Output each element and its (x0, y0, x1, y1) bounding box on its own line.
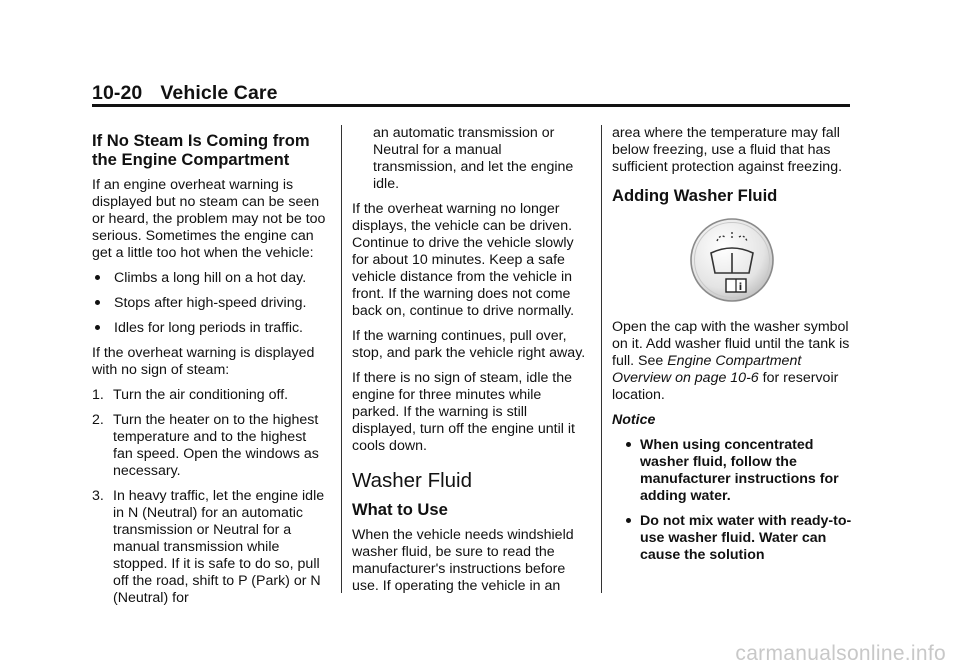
svg-text:i: i (738, 282, 743, 293)
paragraph-adding-fluid (612, 319, 852, 404)
step-number: 1. (92, 387, 104, 403)
step-text: Turn the heater on to the highest temperature and to the highest fan speed. Open the windows as necessary. (113, 412, 319, 479)
header-rule (92, 104, 850, 107)
page-header (92, 82, 278, 105)
washer-icon-container (612, 217, 852, 303)
step-number: 2. (92, 412, 104, 428)
paragraph: If the overheat warning no longer displays, the vehicle can be driven. Continue to drive the vehicle slowly for about 10 minutes. Keep a safe vehicle distance from the vehicle in front. If the warning does not come back on, continue to drive normally. (352, 201, 575, 319)
paragraph: If the warning continues, pull over, stop, and park the vehicle right away. (352, 328, 586, 361)
subsection-heading-what-to-use: What to Use (352, 500, 448, 519)
owner-manual-icon (726, 279, 746, 293)
step-continuation: an automatic transmission or Neutral for a manual transmission, and let the engine idle. (373, 125, 574, 192)
step-text: In heavy traffic, let the engine idle in N (Neutral) for an automatic transmission or Neutral for a manual transmission while stopped. If it is safe to do so, pull off the road, shift to P (Park) or N (Neutral) for (113, 488, 325, 606)
paragraph: If there is no sign of steam, idle the engine for three minutes while parked. If the warning is still displayed, turn off the engine until it cools down. (352, 370, 575, 454)
cross-reference-link[interactable]: Engine Compartment Overview on page 10-6 (612, 353, 802, 386)
paragraph: If the overheat warning is displayed with no sign of steam: (92, 345, 315, 378)
step-item (92, 387, 328, 404)
step-number: 3. (92, 488, 104, 504)
paragraph: When the vehicle needs windshield washer fluid, be sure to read the manufacturer's instructions before use. If operating the vehicle in an (352, 527, 574, 594)
section-title: Vehicle Care (160, 82, 278, 104)
watermark: carmanualsonline.info (735, 642, 946, 665)
subsection-heading-no-steam: If No Steam Is Coming from the Engine Compartment (92, 131, 310, 169)
list-item: Climbs a long hill on a hot day. (92, 270, 328, 287)
column-divider-2 (601, 125, 602, 593)
subsection-heading-adding-washer-fluid: Adding Washer Fluid (612, 186, 778, 205)
notice-item: When using concentrated washer fluid, follow the manufacturer instructions for adding water. (618, 437, 852, 505)
washer-fluid-cap-icon (689, 217, 775, 303)
notice-list (612, 437, 852, 564)
section-heading-washer-fluid: Washer Fluid (352, 469, 472, 492)
step-item (92, 488, 328, 607)
text-run: for reservoir location. (612, 370, 839, 403)
text-run: Open the cap with the washer symbol on it. Add washer fluid until the tank is full. See (612, 319, 850, 369)
paragraph: area where the temperature may fall below freezing, use a fluid that has sufficient protection against freezing. (612, 125, 843, 175)
list-item: Idles for long periods in traffic. (92, 320, 328, 337)
column-divider-1 (341, 125, 342, 593)
notice-label: Notice (612, 412, 656, 428)
step-text: Turn the air conditioning off. (113, 387, 289, 403)
page-number: 10-20 (92, 82, 143, 104)
column-1 (92, 125, 328, 615)
step-item (92, 412, 328, 480)
column-3 (612, 125, 852, 572)
column-2 (352, 125, 586, 603)
notice-item: Do not mix water with ready-to-use washer fluid. Water can cause the solution (618, 513, 852, 564)
list-item: Stops after high-speed driving. (92, 295, 328, 312)
paragraph: If an engine overheat warning is displayed but no steam can be seen or heard, the problem may not be too serious. Sometimes the engine can get a little too hot when the vehicle: (92, 177, 326, 261)
